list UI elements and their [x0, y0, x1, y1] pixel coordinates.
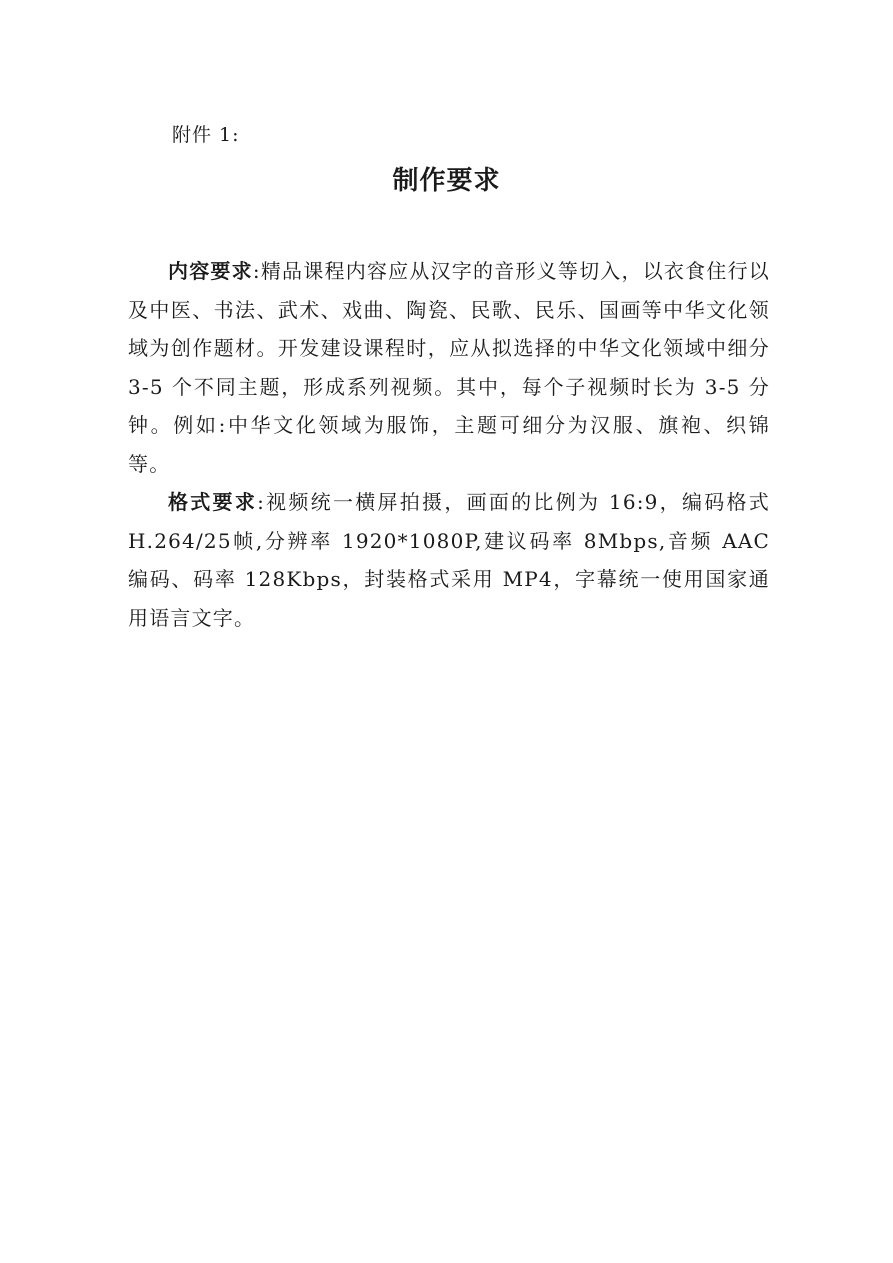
content-requirements-paragraph: [128, 252, 770, 483]
format-requirements-paragraph: [128, 483, 770, 637]
document-title: 制作要求: [392, 166, 501, 196]
document-body: [128, 252, 770, 637]
content-requirements-text: :精品课程内容应从汉字的音形义等切入，以衣食住行以及中医、书法、武术、戏曲、陶瓷、民歌、民乐、国画等中华文化领域为创作题材。开发建设课程时，应从拟选择的中华文化领域中细分 3-5 个不同主题，形成系列视频。其中，每个子视频时长为 3-5 分钟。例如:中华文化领域为服饰，主题可细分为汉服、旗袍、织锦等。: [128, 259, 770, 476]
content-requirements-term: 内容要求: [168, 259, 253, 283]
attachment-label: 附件 1:: [172, 124, 240, 146]
format-requirements-text: :视频统一横屏拍摄，画面的比例为 16:9，编码格式 H.264/25帧,分辨率 1920*1080P,建议码率 8Mbps,音频 AAC 编码、码率 128Kbps，封装格式采用 MP4，字幕统一使用国家通用语言文字。: [128, 490, 770, 630]
format-requirements-term: 格式要求: [168, 490, 258, 514]
